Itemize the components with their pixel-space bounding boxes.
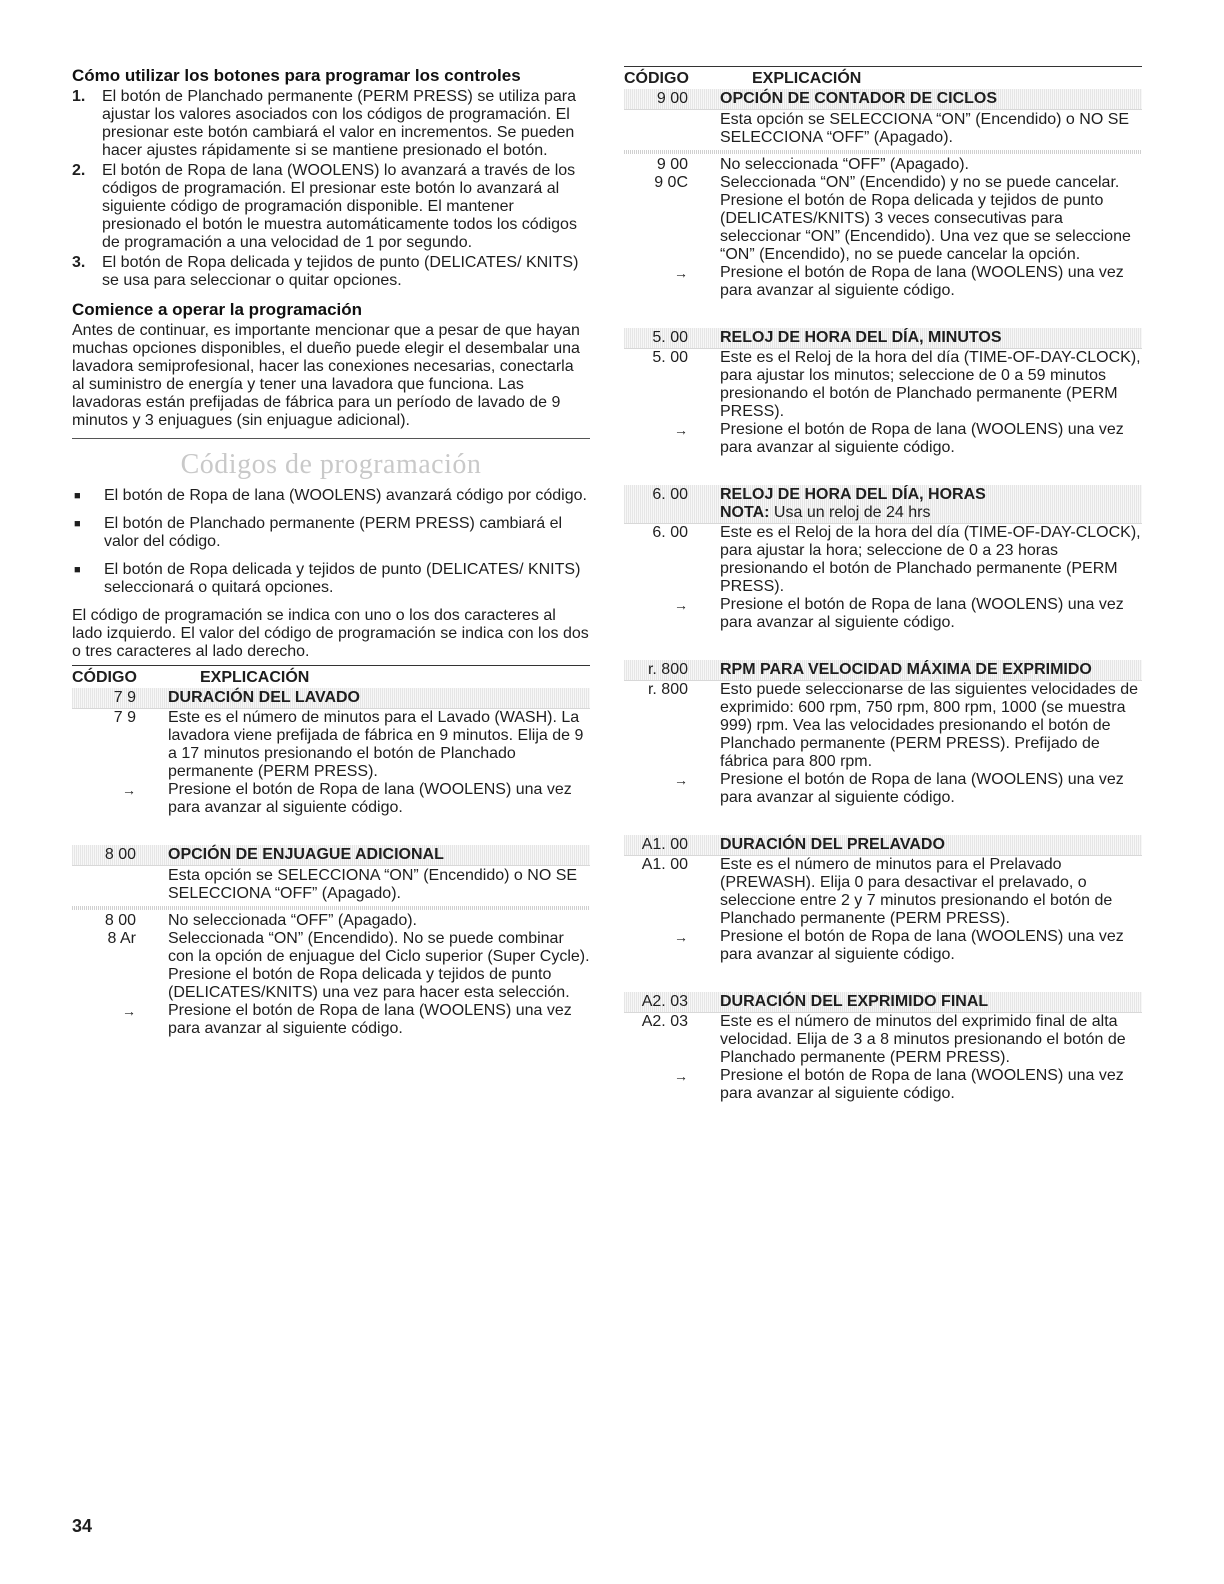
- arrow-icon: →: [674, 422, 688, 438]
- code-value: [72, 966, 168, 1002]
- dotted-separator: [72, 906, 590, 910]
- step-number: 2.: [72, 162, 86, 179]
- step-text: El botón de Ropa de lana (WOOLENS) lo avanzará a través de los códigos de programación. El presionar este botón lo avanzará al siguiente código de programación disponible. El mantener presionado el botón le muestra automáticamente todos los códigos de programación a una velocidad de 1 por segundo.: [102, 162, 577, 251]
- block-gap: [624, 467, 1142, 485]
- arrow-icon: →: [674, 265, 688, 281]
- text: Seleccionada “ON” (Encendido). No se puede combinar con la opción de enjuague del Ciclo superior (Super Cycle).: [168, 930, 590, 965]
- col-explanation-header: EXPLICACIÓN: [752, 70, 862, 87]
- code-value: 9 0C: [654, 174, 688, 191]
- note-label: NOTA:: [720, 504, 770, 521]
- code-explanation: [720, 174, 1142, 192]
- code-row: [624, 110, 1142, 148]
- divider: [72, 438, 590, 439]
- code-explanation: [720, 156, 1142, 174]
- bullet-list: [72, 487, 590, 597]
- col-explanation-header: EXPLICACIÓN: [200, 669, 310, 686]
- text: Presione el botón de Ropa de lana (WOOLENS) una vez para avanzar al siguiente código.: [720, 771, 1124, 806]
- code-heading-row: [624, 328, 1142, 349]
- code-title: [720, 993, 1142, 1011]
- bullet-icon: ■: [74, 518, 81, 530]
- code-value: [624, 111, 720, 147]
- block-gap: [624, 817, 1142, 835]
- code-explanation: [168, 966, 590, 1002]
- text: Este es el Reloj de la hora del día (TIME-OF-DAY-CLOCK), para ajustar la hora; seleccione de 0 a 23 horas presionando el botón de Planchado permanente (PERM PRESS).: [720, 524, 1141, 595]
- list-item: [72, 515, 590, 551]
- col-code-header: CÓDIGO: [624, 70, 689, 87]
- code-row: [624, 421, 1142, 457]
- code-explanation: [168, 930, 590, 966]
- intro-paragraph: Antes de continuar, es importante mencionar que a pesar de que hayan muchas opciones disponibles, el dueño puede elegir el desembalar una lavadora semiprofesional, hacer las conexiones necesarias, conectarla al suministro de energía y tener una lavadora que funciona. Las lavadoras están prefijadas de fábrica para un período de lavado de 9 minutos y 3 enjuagues (sin enjuague adicional).: [72, 322, 580, 429]
- code-heading-row: [624, 485, 1142, 524]
- code-block: [624, 992, 1142, 1103]
- code-explanation: [720, 1067, 1142, 1103]
- code-value: 6. 00: [652, 524, 688, 541]
- code-explanation: [720, 524, 1142, 596]
- code-explanation: [720, 1013, 1142, 1067]
- code-block: [624, 328, 1142, 457]
- text: Esta opción se SELECCIONA “ON” (Encendido) o NO SE SELECCIONA “OFF” (Apagado).: [168, 867, 578, 902]
- bullet-icon: ■: [74, 564, 81, 576]
- text: RELOJ DE HORA DEL DÍA, HORAS: [720, 486, 986, 503]
- bullet-icon: ■: [74, 490, 81, 502]
- code-row: [72, 912, 590, 930]
- code-row: [624, 174, 1142, 192]
- code-row: [624, 192, 1142, 264]
- code-heading-row: [624, 835, 1142, 856]
- code-row: [624, 596, 1142, 632]
- text: Presione el botón de Ropa de lana (WOOLENS) una vez para avanzar al siguiente código.: [168, 1002, 572, 1037]
- left-column: [72, 66, 590, 1048]
- table-header: [72, 665, 590, 688]
- list-item: [72, 88, 590, 160]
- note-text: Usa un reloj de 24 hrs: [769, 504, 931, 521]
- code-row: [624, 156, 1142, 174]
- code-note: El código de programación se indica con uno o los dos caracteres al lado izquierdo. El valor del código de programación se indica con los dos o tres caracteres al lado derecho.: [72, 607, 589, 660]
- code-row: [624, 1067, 1142, 1103]
- block-gap: [624, 310, 1142, 328]
- code-value: r. 800: [647, 681, 688, 698]
- code-value: [624, 192, 720, 264]
- text: Presione el botón de Ropa de lana (WOOLENS) una vez para avanzar al siguiente código.: [720, 264, 1124, 299]
- text: Este es el número de minutos para el Prelavado (PREWASH). Elija 0 para desactivar el prelavado, o seleccione entre 2 y 7 minutos presionando el botón de Planchado permanente (PERM PRESS).: [720, 856, 1113, 927]
- text: RPM PARA VELOCIDAD MÁXIMA DE EXPRIMIDO: [720, 661, 1092, 678]
- code-value: 8 Ar: [107, 930, 136, 947]
- code-value: 6. 00: [652, 486, 688, 503]
- bullet-text: El botón de Ropa de lana (WOOLENS) avanzará código por código.: [104, 487, 587, 504]
- code-title: [168, 689, 590, 707]
- bullet-text: El botón de Ropa delicada y tejidos de punto (DELICATES/ KNITS) seleccionará o quitará opciones.: [104, 561, 581, 596]
- code-heading-row: [72, 688, 590, 709]
- code-explanation: [720, 771, 1142, 807]
- code-row: [72, 866, 590, 904]
- right-column: [624, 66, 1142, 1113]
- code-value: 9 00: [656, 90, 688, 107]
- list-item: [72, 254, 590, 290]
- col-code-header: CÓDIGO: [72, 669, 137, 686]
- code-row: [72, 930, 590, 966]
- code-row: [624, 928, 1142, 964]
- arrow-icon: →: [674, 1068, 688, 1084]
- code-row: [72, 781, 590, 817]
- code-row: [624, 349, 1142, 421]
- step-number: 1.: [72, 88, 86, 105]
- code-title: [168, 846, 590, 864]
- code-explanation: [720, 264, 1142, 300]
- code-value: A1. 00: [641, 836, 688, 853]
- code-value: A2. 03: [641, 1013, 688, 1030]
- arrow-icon: →: [122, 1003, 136, 1019]
- code-heading-row: [624, 660, 1142, 681]
- list-item: [72, 561, 590, 597]
- code-row: [72, 709, 590, 781]
- text: Este es el número de minutos del exprimido final de alta velocidad. Elija de 3 a 8 minutos presionando el botón de Planchado permanente (PERM PRESS).: [720, 1013, 1126, 1066]
- code-value: 8 00: [104, 912, 136, 929]
- text: OPCIÓN DE ENJUAGUE ADICIONAL: [168, 846, 444, 863]
- code-block: [624, 660, 1142, 807]
- code-row: [624, 524, 1142, 596]
- code-title: [720, 329, 1142, 347]
- code-block: [624, 89, 1142, 300]
- code-block: [72, 688, 590, 817]
- code-explanation: [720, 856, 1142, 928]
- code-title: [720, 90, 1142, 108]
- text: Presione el botón de Ropa de lana (WOOLENS) una vez para avanzar al siguiente código.: [168, 781, 572, 816]
- code-explanation: [168, 867, 590, 903]
- code-explanation: [168, 912, 590, 930]
- code-value: 5. 00: [652, 329, 688, 346]
- text: Este es el Reloj de la hora del día (TIME-OF-DAY-CLOCK), para ajustar los minutos; seleccione de 0 a 59 minutos presionando el botón de Planchado permanente (PERM PRESS).: [720, 349, 1141, 420]
- step-number: 3.: [72, 254, 86, 271]
- list-item: [72, 487, 590, 505]
- page-number: 34: [72, 1516, 93, 1536]
- code-value: 9 00: [656, 156, 688, 173]
- text: RELOJ DE HORA DEL DÍA, MINUTOS: [720, 329, 1002, 346]
- table-header: [624, 66, 1142, 89]
- code-title: [720, 836, 1142, 854]
- code-block: [624, 835, 1142, 964]
- code-value: 7 9: [113, 689, 136, 706]
- code-title: [720, 486, 1142, 522]
- code-value: 7 9: [113, 709, 136, 726]
- code-value: A2. 03: [641, 993, 688, 1010]
- block-gap: [624, 974, 1142, 992]
- text: Presione el botón de Ropa de lana (WOOLENS) una vez para avanzar al siguiente código.: [720, 928, 1124, 963]
- heading-start-programming: Comience a operar la programación: [72, 300, 363, 319]
- arrow-icon: →: [122, 782, 136, 798]
- button-steps-list: [72, 88, 590, 290]
- text: DURACIÓN DEL EXPRIMIDO FINAL: [720, 993, 989, 1010]
- text: Presione el botón de Ropa delicada y tejidos de punto (DELICATES/KNITS) una vez para hacer esta selección.: [168, 966, 570, 1001]
- code-heading-row: [72, 845, 590, 866]
- list-item: [72, 162, 590, 252]
- dotted-separator: [624, 150, 1142, 154]
- code-heading-row: [624, 89, 1142, 110]
- code-row: [72, 1002, 590, 1038]
- text: No seleccionada “OFF” (Apagado).: [168, 912, 417, 929]
- code-explanation: [720, 111, 1142, 147]
- code-explanation: [720, 596, 1142, 632]
- section-title: Códigos de programación: [180, 449, 482, 480]
- text: Esto puede seleccionarse de las siguientes velocidades de exprimido: 600 rpm, 750 rpm, 800 rpm, 1000 (se muestra 999) rpm. Vea las velocidades presionando el botón de Planchado permanente (PERM PRESS). Prefijado de fábrica para 800 rpm.: [720, 681, 1139, 770]
- text: Seleccionada “ON” (Encendido) y no se puede cancelar.: [720, 174, 1120, 191]
- text: No seleccionada “OFF” (Apagado).: [720, 156, 969, 173]
- text: Presione el botón de Ropa de lana (WOOLENS) una vez para avanzar al siguiente código.: [720, 421, 1124, 456]
- code-title: [720, 661, 1142, 679]
- code-value: [72, 867, 168, 903]
- code-block: [72, 845, 590, 1038]
- code-heading-row: [624, 992, 1142, 1013]
- code-table-left: [72, 688, 590, 1038]
- code-explanation: [720, 681, 1142, 771]
- code-explanation: [720, 349, 1142, 421]
- code-table-right: [624, 89, 1142, 1103]
- code-row: [72, 966, 590, 1002]
- code-explanation: [168, 781, 590, 817]
- code-value: 8 00: [104, 846, 136, 863]
- code-explanation: [720, 421, 1142, 457]
- code-row: [624, 771, 1142, 807]
- arrow-icon: →: [674, 772, 688, 788]
- arrow-icon: →: [674, 597, 688, 613]
- block-gap: [72, 827, 590, 845]
- code-value: r. 800: [647, 661, 688, 678]
- arrow-icon: →: [674, 929, 688, 945]
- heading-button-usage: Cómo utilizar los botones para programar los controles: [72, 66, 521, 85]
- code-explanation: [168, 1002, 590, 1038]
- text: Este es el número de minutos para el Lavado (WASH). La lavadora viene prefijada de fábrica en 9 minutos. Elija de 9 a 17 minutos presionando el botón de Planchado permanente (PERM PRESS).: [168, 709, 584, 780]
- code-row: [624, 1013, 1142, 1067]
- code-value: 5. 00: [652, 349, 688, 366]
- code-explanation: [720, 928, 1142, 964]
- text: DURACIÓN DEL LAVADO: [168, 689, 360, 706]
- code-block: [624, 485, 1142, 632]
- text: OPCIÓN DE CONTADOR DE CICLOS: [720, 90, 998, 107]
- text: Esta opción se SELECCIONA “ON” (Encendido) o NO SE SELECCIONA “OFF” (Apagado).: [720, 111, 1130, 146]
- step-text: El botón de Planchado permanente (PERM PRESS) se utiliza para ajustar los valores asociados con los códigos de programación. El presionar este botón cambiará el valor en incrementos. Se pueden hacer ajustes rápidamente si se mantiene presionado el botón.: [102, 88, 577, 159]
- code-explanation: [168, 709, 590, 781]
- code-explanation: [720, 192, 1142, 264]
- text: Presione el botón de Ropa de lana (WOOLENS) una vez para avanzar al siguiente código.: [720, 596, 1124, 631]
- code-row: [624, 264, 1142, 300]
- code-row: [624, 681, 1142, 771]
- code-value: A1. 00: [641, 856, 688, 873]
- text: Presione el botón de Ropa delicada y tejidos de punto (DELICATES/KNITS) 3 veces consecutivas para seleccionar “ON” (Encendido). Una vez que se seleccione “ON” (Encendido), no se puede cancelar la opción.: [720, 192, 1131, 263]
- code-row: [624, 856, 1142, 928]
- bullet-text: El botón de Planchado permanente (PERM PRESS) cambiará el valor del código.: [104, 515, 563, 550]
- step-text: El botón de Ropa delicada y tejidos de punto (DELICATES/ KNITS) se usa para seleccionar o quitar opciones.: [102, 254, 579, 289]
- text: DURACIÓN DEL PRELAVADO: [720, 836, 945, 853]
- block-gap: [624, 642, 1142, 660]
- text: Presione el botón de Ropa de lana (WOOLENS) una vez para avanzar al siguiente código.: [720, 1067, 1124, 1102]
